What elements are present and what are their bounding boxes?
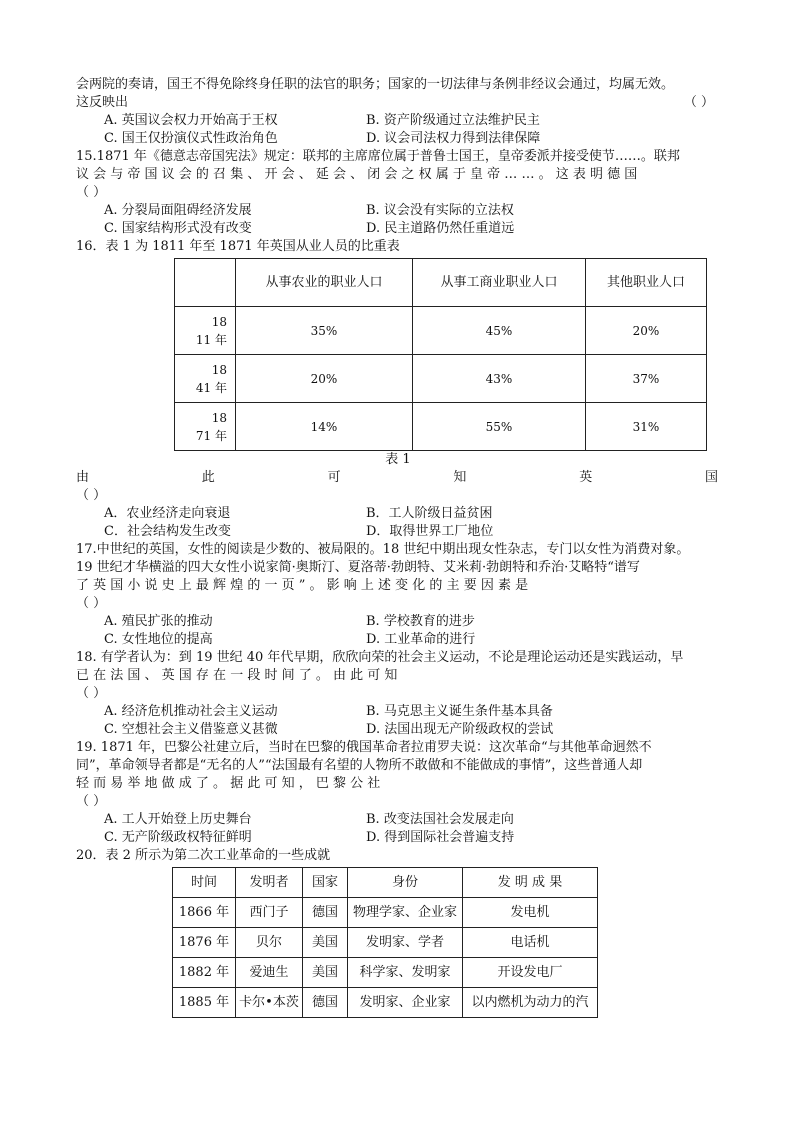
- table-row: [173, 928, 598, 958]
- q17-stem-line-2: 19 世纪才华横溢的四大女性小说家简·奥斯汀、夏洛蒂·勃朗特、艾米莉·勃朗特和乔治·艾略特“谱写: [76, 560, 640, 575]
- table-year-cell: [175, 307, 236, 355]
- table-cell: 美国: [303, 928, 348, 958]
- q17-answer-paren: （ ）: [76, 596, 107, 611]
- q18-option-b: B. 马克思主义诞生条件基本具备: [366, 704, 553, 719]
- table-header-cell: 发明者: [236, 868, 303, 898]
- year-part-2: 41 年: [195, 380, 227, 395]
- table-cell: 发电机: [463, 898, 598, 928]
- q15-answer-paren: （ ）: [76, 185, 107, 200]
- table-cell: 1882 年: [173, 958, 236, 988]
- table-cell: 美国: [303, 958, 348, 988]
- q14-option-c: C. 国王仅扮演仪式性政治角色: [104, 131, 278, 146]
- q14-option-a: A. 英国议会权力开始高于王权: [104, 113, 278, 128]
- table-header-cell: 发 明 成 果: [463, 868, 598, 898]
- table-cell: 发明家、企业家: [348, 988, 463, 1018]
- table-cell: 1876 年: [173, 928, 236, 958]
- table-cell: 45%: [413, 307, 586, 355]
- q19-answer-paren: （ ）: [76, 794, 107, 809]
- exam-page: [76, 76, 718, 1018]
- q18-options-row-2: [104, 721, 718, 739]
- table-row: [173, 958, 598, 988]
- q14-option-b: B. 资产阶级通过立法维护民主: [366, 113, 540, 128]
- q16-options-row-1: [104, 505, 718, 523]
- q16-answer-paren: （ ）: [76, 488, 107, 503]
- q15-option-a: A. 分裂局面阻碍经济发展: [104, 203, 252, 218]
- table-row: [175, 307, 707, 355]
- table-row: [173, 898, 598, 928]
- table-header-cell: 时间: [173, 868, 236, 898]
- q14-stem-line-1: 会两院的奏请，国王不得免除终身任职的法官的职务；国家的一切法律与条例非经议会通过，均属无效。: [76, 77, 675, 92]
- q15-options-row-1: [104, 202, 718, 220]
- table-header-cell: 从事农业的职业人口: [236, 259, 413, 307]
- q15-option-d: D. 民主道路仍然任重道远: [366, 221, 515, 236]
- table-cell: 电话机: [463, 928, 598, 958]
- q17-option-b: B. 学校教育的进步: [366, 614, 475, 629]
- q14-stem-text: 这反映出: [76, 95, 129, 110]
- table-cell: 1885 年: [173, 988, 236, 1018]
- table-cell: 35%: [236, 307, 413, 355]
- q18-option-a: A. 经济危机推动社会主义运动: [104, 704, 278, 719]
- conclusion-word: 英: [579, 470, 593, 485]
- q17-options-row-1: [104, 613, 718, 631]
- table-header-cell: 国家: [303, 868, 348, 898]
- table-cell: 31%: [586, 403, 707, 451]
- year-part-2: 11 年: [195, 332, 227, 347]
- q19-stem-line-2: 同”，革命领导者都是“无名的人”“法国最有名望的人物所不敢做和不能做成的事情”，这些普通人却: [76, 758, 643, 773]
- table-cell: 以内燃机为动力的汽: [463, 988, 598, 1018]
- conclusion-word: 知: [453, 470, 467, 485]
- q15-option-b: B. 议会没有实际的立法权: [366, 203, 514, 218]
- q17-stem-line-3: 了 英 国 小 说 史 上 最 辉 煌 的 一 页 ” 。 影 响 上 述 变 化 的 主 要 因 素 是: [76, 578, 529, 593]
- year-part-1: 18: [211, 362, 227, 377]
- table-header-row: [175, 259, 707, 307]
- q17-option-a: A. 殖民扩张的推动: [104, 614, 213, 629]
- table-header-cell: 从事工商业职业人口: [413, 259, 586, 307]
- q15-stem-line-2: 议 会 与 帝 国 议 会 的 召 集 、 开 会 、 延 会 、 闭 会 之 权 属 于 皇 帝 … … 。 这 表 明 德 国: [76, 167, 638, 182]
- q18-stem-line-2: 已 在 法 国 、 英 国 存 在 一 段 时 间 了 。 由 此 可 知: [76, 668, 398, 683]
- q19-option-d: D. 得到国际社会普遍支持: [366, 830, 515, 845]
- table-cell: 物理学家、企业家: [348, 898, 463, 928]
- table-cell: 1866 年: [173, 898, 236, 928]
- q20-stem: 20．表 2 所示为第二次工业革命的一些成就: [76, 848, 331, 863]
- table-row: [175, 355, 707, 403]
- q16-stem: 16．表 1 为 1811 年至 1871 年英国从业人员的比重表: [76, 239, 400, 254]
- year-part-2: 71 年: [195, 428, 227, 443]
- q14-stem-line-2: [76, 94, 718, 112]
- q14-answer-paren: （ ）: [683, 95, 714, 110]
- q19-stem-line-1: 19. 1871 年，巴黎公社建立后，当时在巴黎的俄国革命者拉甫罗夫说：这次革命“与其他革命迥然不: [76, 740, 652, 755]
- table-cell: 卡尔•本茨: [236, 988, 303, 1018]
- conclusion-word: 由: [76, 470, 90, 485]
- table-year-cell: [175, 403, 236, 451]
- q17-option-c: C. 女性地位的提高: [104, 632, 213, 647]
- q17-option-d: D. 工业革命的进行: [366, 632, 476, 647]
- table-row: [175, 403, 707, 451]
- q19-stem-line-3: 轻 而 易 举 地 做 成 了 。 据 此 可 知 ， 巴 黎 公 社: [76, 776, 381, 791]
- table-header-cell: 其他职业人口: [586, 259, 707, 307]
- table-year-cell: [175, 355, 236, 403]
- table-1-caption: 表 1: [385, 452, 411, 467]
- q19-option-a: A. 工人开始登上历史舞台: [104, 812, 252, 827]
- table-cell: 贝尔: [236, 928, 303, 958]
- q16-option-b: B．工人阶级日益贫困: [366, 506, 493, 521]
- table-cell: 德国: [303, 988, 348, 1018]
- table-cell: 37%: [586, 355, 707, 403]
- q17-options-row-2: [104, 631, 718, 649]
- q15-options-row-2: [104, 220, 718, 238]
- table-cell: 西门子: [236, 898, 303, 928]
- q16-option-c: C．社会结构发生改变: [104, 524, 231, 539]
- q19-option-b: B. 改变法国社会发展走向: [366, 812, 514, 827]
- table-cell: 20%: [586, 307, 707, 355]
- year-part-1: 18: [211, 410, 227, 425]
- q16-conclusion-line: [76, 469, 718, 487]
- table-cell: 20%: [236, 355, 413, 403]
- table-cell: 发明家、学者: [348, 928, 463, 958]
- table-corner-cell: [175, 259, 236, 307]
- q19-option-c: C. 无产阶级政权特征鲜明: [104, 830, 252, 845]
- q16-option-a: A．农业经济走向衰退: [104, 506, 231, 521]
- q15-option-c: C. 国家结构形式没有改变: [104, 221, 252, 236]
- conclusion-word: 国: [704, 470, 718, 485]
- table-cell: 开设发电厂: [463, 958, 598, 988]
- table-row: [173, 988, 598, 1018]
- table-cell: 爱迪生: [236, 958, 303, 988]
- inventions-table: [172, 867, 598, 1018]
- q18-options-row-1: [104, 703, 718, 721]
- table-cell: 科学家、发明家: [348, 958, 463, 988]
- table-cell: 55%: [413, 403, 586, 451]
- q15-stem-line-1: 15.1871 年《德意志帝国宪法》规定：联邦的主席席位属于普鲁士国王，皇帝委派并接受使节……。联邦: [76, 149, 680, 164]
- q18-option-c: C. 空想社会主义借鉴意义甚微: [104, 722, 278, 737]
- table-cell: 14%: [236, 403, 413, 451]
- q16-option-d: D．取得世界工厂地位: [366, 524, 494, 539]
- q14-option-d: D. 议会司法权力得到法律保障: [366, 131, 541, 146]
- q18-stem-line-1: 18. 有学者认为：到 19 世纪 40 年代早期，欣欣向荣的社会主义运动，不论是理论运动还是实践运动，早: [76, 650, 684, 665]
- q19-options-row-1: [104, 811, 718, 829]
- q16-options-row-2: [104, 523, 718, 541]
- year-part-1: 18: [211, 314, 227, 329]
- q14-options-row-2: [104, 130, 718, 148]
- conclusion-word: 此: [201, 470, 215, 485]
- q17-stem-line-1: 17.中世纪的英国，女性的阅读是少数的、被局限的。18 世纪中期出现女性杂志，专门以女性为消费对象。: [76, 542, 690, 557]
- q18-answer-paren: （ ）: [76, 686, 107, 701]
- table-cell: 43%: [413, 355, 586, 403]
- q18-option-d: D. 法国出现无产阶级政权的尝试: [366, 722, 554, 737]
- conclusion-word: 可: [327, 470, 341, 485]
- q14-options-row-1: [104, 112, 718, 130]
- table-header-row: [173, 868, 598, 898]
- table-header-cell: 身份: [348, 868, 463, 898]
- employment-ratio-table: [174, 258, 707, 451]
- table-cell: 德国: [303, 898, 348, 928]
- q19-options-row-2: [104, 829, 718, 847]
